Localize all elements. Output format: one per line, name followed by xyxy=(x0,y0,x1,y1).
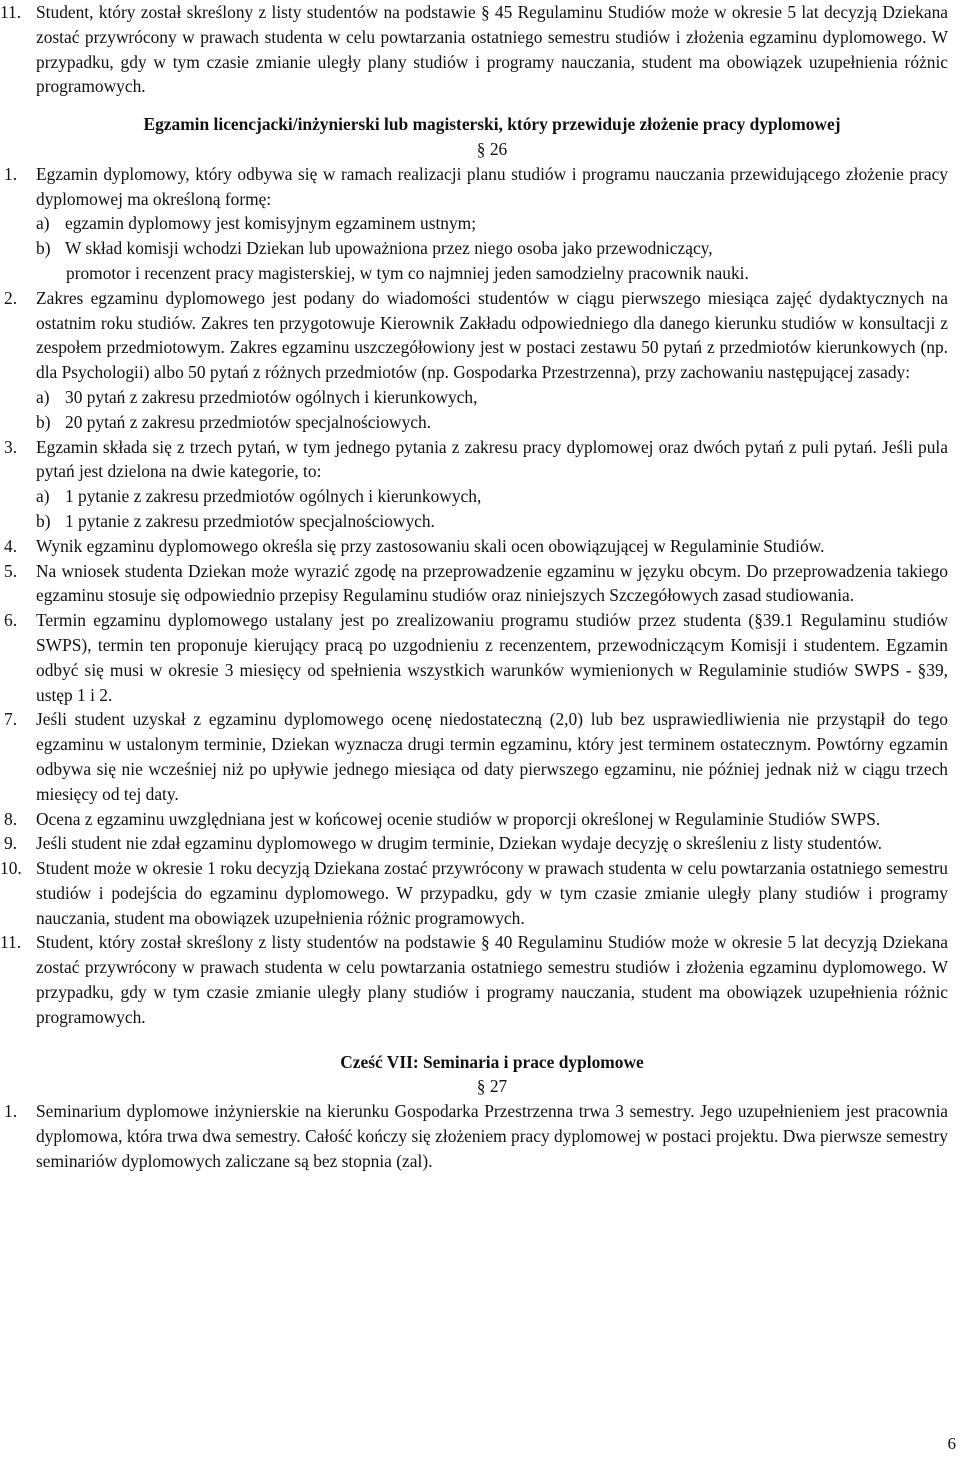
sub-item xyxy=(0,236,960,261)
sub-item xyxy=(0,211,960,236)
item-text: Student, który został skreślony z listy studentów na podstawie § 45 Regulaminu Studiów może w okresie 5 lat decyzją Dziekana zostać przywrócony w prawach studenta w celu powtarzania ostatniego semestru studiów i złożenia egzaminu dyplomowego. W przypadku, gdy w tym czasie zmianie uległy plany studiów i programy nauczania, student ma obowiązek uzupełnienia różnic programowych. xyxy=(36,2,948,97)
item-number: 8. xyxy=(4,808,18,829)
item-number: 6. xyxy=(4,610,18,631)
sub-item xyxy=(0,484,960,509)
part-heading: Cześć VII: Seminaria i prace dyplomowe xyxy=(340,1051,644,1072)
spacer xyxy=(0,99,960,112)
item-number: 11. xyxy=(0,932,22,953)
item-number: 2. xyxy=(4,287,18,308)
list-item xyxy=(0,930,960,1029)
part-paragraph-number: § 27 xyxy=(476,1076,508,1097)
list-item xyxy=(0,707,960,806)
list-item xyxy=(0,534,960,559)
item-text: Jeśli student uzyskał z egzaminu dyplomowego ocenę niedostateczną (2,0) lub bez usprawiedliwienia nie przystąpił do tego egzaminu w ustalonym terminie, Dziekan wyznacza drugi termin egzaminu, który jest terminem ostatecznym. Powtórny egzamin odbywa się nie wcześniej niż po upływie jednego miesiąca od daty pierwszego egzaminu, nie później jednak niż w ciągu trzech miesięcy od tej daty. xyxy=(36,709,948,804)
sub-item-text: 1 pytanie z zakresu przedmiotów ogólnych i kierunkowych, xyxy=(65,486,482,507)
item-number: 5. xyxy=(4,560,18,581)
item-number: 1. xyxy=(4,1101,18,1122)
sub-item-letter: b) xyxy=(36,238,51,259)
item-number: 7. xyxy=(4,709,18,730)
list-item xyxy=(0,286,960,385)
sub-item-letter: a) xyxy=(36,213,50,234)
list-item xyxy=(0,831,960,856)
item-number: 10. xyxy=(0,858,22,879)
item-text: Zakres egzaminu dyplomowego jest podany do wiadomości studentów w ciągu pierwszego miesiąca zajęć dydaktycznych na ostatnim roku studiów. Zakres ten przygotowuje Kierownik Zakładu odpowiedniego dla danego kierunku studiów w konsultacji z zespołem przedmiotowym. Zakres egzaminu uszczegółowiony jest w postaci zestawu 50 pytań z przedmiotów kierunkowych (np. dla Psychologii) albo 50 pytań z różnych przedmiotów (np. Gospodarka Przestrzenna), przy zachowaniu następującej zasady: xyxy=(36,287,948,383)
sub-item-continuation: promotor i recenzent pracy magisterskiej, w tym co najmniej jeden samodzielny pracownik nauki. xyxy=(66,262,749,283)
item-text: Student może w okresie 1 roku decyzją Dziekana zostać przywrócony w prawach studenta w celu powtarzania ostatniego semestru studiów i podejścia do egzaminu dyplomowego. W przypadku, gdy w tym czasie zmianie uległy plany studiów i programy nauczania, student ma obowiązek uzupełnienia różnic programowych. xyxy=(36,858,948,928)
item-number: 4. xyxy=(4,535,18,556)
sub-item xyxy=(0,410,960,435)
sub-item-text: egzamin dyplomowy jest komisyjnym egzaminem ustnym; xyxy=(65,213,477,234)
item-text: Jeśli student nie zdał egzaminu dyplomowego w drugim terminie, Dziekan wydaje decyzję o skreśleniu z listy studentów. xyxy=(36,833,882,854)
sub-item-letter: b) xyxy=(36,510,51,531)
page-number: 6 xyxy=(947,1434,956,1453)
list-item xyxy=(0,807,960,832)
sub-item-letter: a) xyxy=(36,386,50,407)
item-number: 3. xyxy=(4,436,18,457)
list-item xyxy=(0,856,960,930)
item-text: Egzamin dyplomowy, który odbywa się w ramach realizacji planu studiów i programu nauczania przewidującego złożenie pracy dyplomowej ma określoną formę: xyxy=(36,163,948,209)
sub-item-text: 1 pytanie z zakresu przedmiotów specjalnościowych. xyxy=(65,510,435,531)
item-text: Na wniosek studenta Dziekan może wyrazić zgodę na przeprowadzenie egzaminu w języku obcym. Do przeprowadzenia takiego egzaminu stosuje się odpowiednio przepisy Regulaminu studiów oraz niniejszych Szczegółowych zasad studiowania. xyxy=(36,560,948,606)
item-text: Termin egzaminu dyplomowego ustalany jest po zrealizowaniu programu studiów przez studenta (§39.1 Regulaminu studiów SWPS), termin ten proponuje kierujący pracą po uzgodnieniu z recenzentem, przewodniczącym Komisji i studentem. Egzamin odbyć się musi w okresie 3 miesięcy od spełnienia wszystkich warunków wymienionych w Regulaminie studiów SWPS - §39, ustęp 1 i 2. xyxy=(36,610,948,705)
list-item xyxy=(0,608,960,707)
item-number: 9. xyxy=(4,833,18,854)
sub-item-letter: b) xyxy=(36,411,51,432)
sub-item-text: W skład komisji wchodzi Dziekan lub upoważniona przez niego osoba jako przewodniczący, xyxy=(65,238,713,259)
item-text: Ocena z egzaminu uwzględniana jest w końcowej ocenie studiów w proporcji określonej w Regulaminie Studiów SWPS. xyxy=(36,808,881,829)
list-item xyxy=(0,162,960,212)
spacer xyxy=(0,1030,960,1050)
sub-item-text: 30 pytań z zakresu przedmiotów ogólnych i kierunkowych, xyxy=(65,386,478,407)
sub-item xyxy=(0,509,960,534)
sub-item xyxy=(0,385,960,410)
item-number: 1. xyxy=(4,163,18,184)
list-item xyxy=(0,0,960,99)
sub-item-letter: a) xyxy=(36,486,50,507)
list-item xyxy=(0,435,960,485)
item-text: Student, który został skreślony z listy studentów na podstawie § 40 Regulaminu Studiów może w okresie 5 lat decyzją Dziekana zostać przywrócony w prawach studenta w celu powtarzania ostatniego semestru studiów i złożenia egzaminu dyplomowego. W przypadku, gdy w tym czasie zmianie uległy plany studiów i programy nauczania, student ma obowiązek uzupełnienia różnic programowych. xyxy=(36,932,948,1027)
item-number: 11. xyxy=(0,2,22,22)
item-text: Egzamin składa się z trzech pytań, w tym jednego pytania z zakresu pracy dyplomowej oraz dwóch pytań z puli pytań. Jeśli pula pytań jest dzielona na dwie kategorie, to: xyxy=(36,436,948,482)
section-paragraph-number: § 26 xyxy=(476,138,508,159)
section-heading: Egzamin licencjacki/inżynierski lub magisterski, który przewiduje złożenie pracy dyplomowej xyxy=(143,114,841,135)
list-item xyxy=(0,559,960,609)
sub-item-text: 20 pytań z zakresu przedmiotów specjalnościowych. xyxy=(65,411,432,432)
list-item xyxy=(0,1099,960,1173)
item-text: Wynik egzaminu dyplomowego określa się przy zastosowaniu skali ocen obowiązującej w Regulaminie Studiów. xyxy=(36,535,825,556)
item-text: Seminarium dyplomowe inżynierskie na kierunku Gospodarka Przestrzenna trwa 3 semestry. Jego uzupełnieniem jest pracownia dyplomowa, która trwa dwa semestry. Całość kończy się złożeniem pracy dyplomowej w postaci projektu. Dwa pierwsze semestry seminariów dyplomowych zaliczane są bez stopnia (zal). xyxy=(36,1101,948,1171)
